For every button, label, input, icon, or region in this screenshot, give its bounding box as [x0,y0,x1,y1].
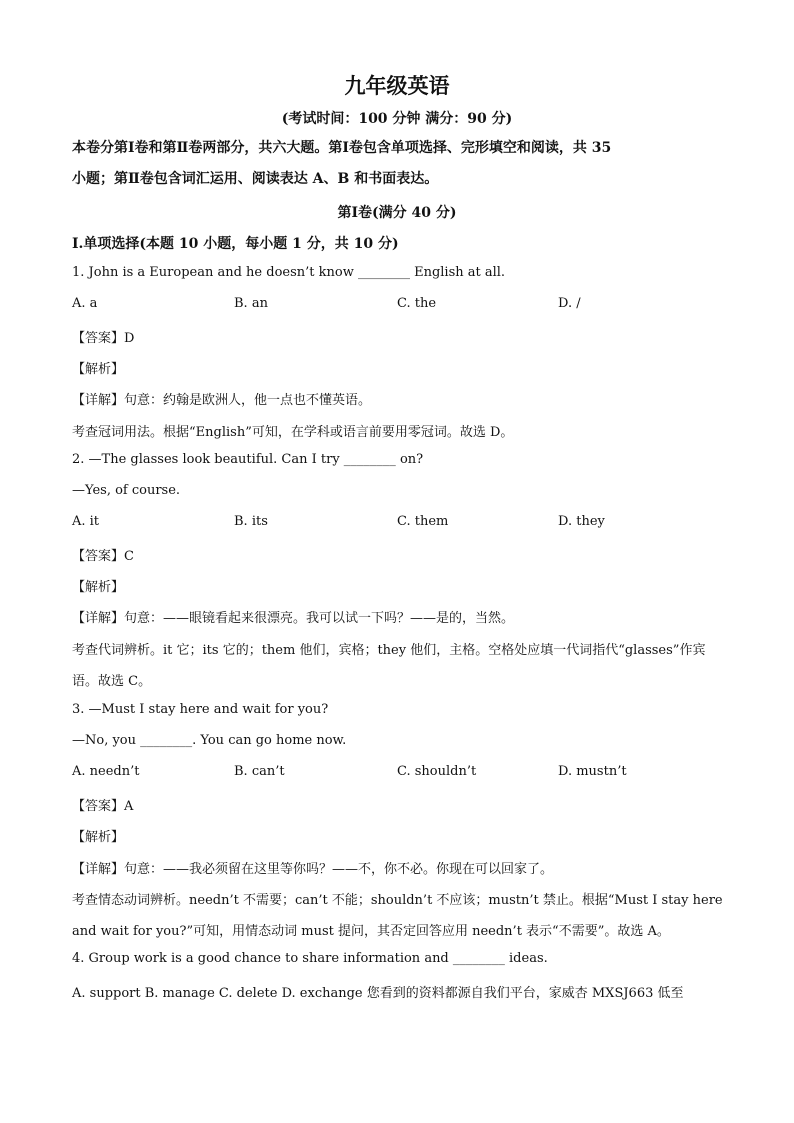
question-stem-reply: —Yes, of course. [72,483,181,498]
answer-label: 【答案】C [72,549,134,564]
option-c: C. them [397,514,449,529]
answer-label: 【答案】D [72,331,135,346]
explanation-text: 语。故选 C。 [72,674,152,689]
option-a: A. needn’t [72,764,140,779]
question-stem-reply: —No, you ________. You can go home now. [72,733,347,748]
intro-line: 小题；第Ⅱ卷包含词汇运用、阅读表达 A、B 和书面表达。 [72,171,439,187]
intro-line: 本卷分第Ⅰ卷和第Ⅱ卷两部分，共六大题。第Ⅰ卷包含单项选择、完形填空和阅读，共 35 [72,140,612,156]
question-options-line: A. support B. manage C. delete D. exchange 您看到的资料都源自我们平台，家威杏 MXSJ663 低至 [72,986,684,1001]
question-stem: 3. —Must I stay here and wait for you? [72,702,329,717]
question-stem: 2. —The glasses look beautiful. Can I try ________ on? [72,452,424,467]
option-d: D. they [558,514,605,529]
explanation-text: 考查代词辨析。it 它；its 它的；them 他们，宾格；they 他们，主格。空格处应填一代词指代“glasses”作宾 [72,643,706,658]
detail-text: 【详解】句意：——我必须留在这里等你吗？——不，你不必。你现在可以回家了。 [72,862,554,877]
answer-label: 【答案】A [72,799,134,814]
section-heading: I.单项选择(本题 10 小题，每小题 1 分，共 10 分) [72,236,399,252]
option-c: C. shouldn’t [397,764,477,779]
page-title: 九年级英语 [344,73,450,98]
question-options [72,514,732,532]
analysis-label: 【解析】 [72,362,125,377]
option-a: A. a [72,296,98,311]
part-heading: 第Ⅰ卷(满分 40 分) [337,205,457,221]
option-d: D. / [558,296,581,311]
option-b: B. can’t [234,764,285,779]
explanation-text: 考查冠词用法。根据“English”可知，在学科或语言前要用零冠词。故选 D。 [72,425,514,440]
intro-paragraph [72,133,722,195]
analysis-label: 【解析】 [72,830,125,845]
detail-text: 【详解】句意：约翰是欧洲人，他一点也不懂英语。 [72,393,372,408]
question-options [72,764,732,782]
explanation-text: and wait for you?”可知，用情态动词 must 提问，其否定回答应用 needn’t 表示“不需要”。故选 A。 [72,924,670,939]
option-a: A. it [72,514,100,529]
question-options [72,296,732,314]
analysis-label: 【解析】 [72,580,125,595]
option-b: B. its [234,514,268,529]
option-d: D. mustn’t [558,764,627,779]
question-stem: 1. John is a European and he doesn’t know ________ English at all. [72,265,506,280]
option-c: C. the [397,296,437,311]
detail-text: 【详解】句意：——眼镜看起来很漂亮。我可以试一下吗？——是的，当然。 [72,611,515,626]
exam-info: (考试时间：100 分钟 满分：90 分) [281,111,513,127]
option-b: B. an [234,296,268,311]
question-stem: 4. Group work is a good chance to share information and ________ ideas. [72,951,548,966]
explanation-text: 考查情态动词辨析。needn’t 不需要；can’t 不能；shouldn’t 不应该；mustn’t 禁止。根据“Must I stay here [72,893,723,908]
